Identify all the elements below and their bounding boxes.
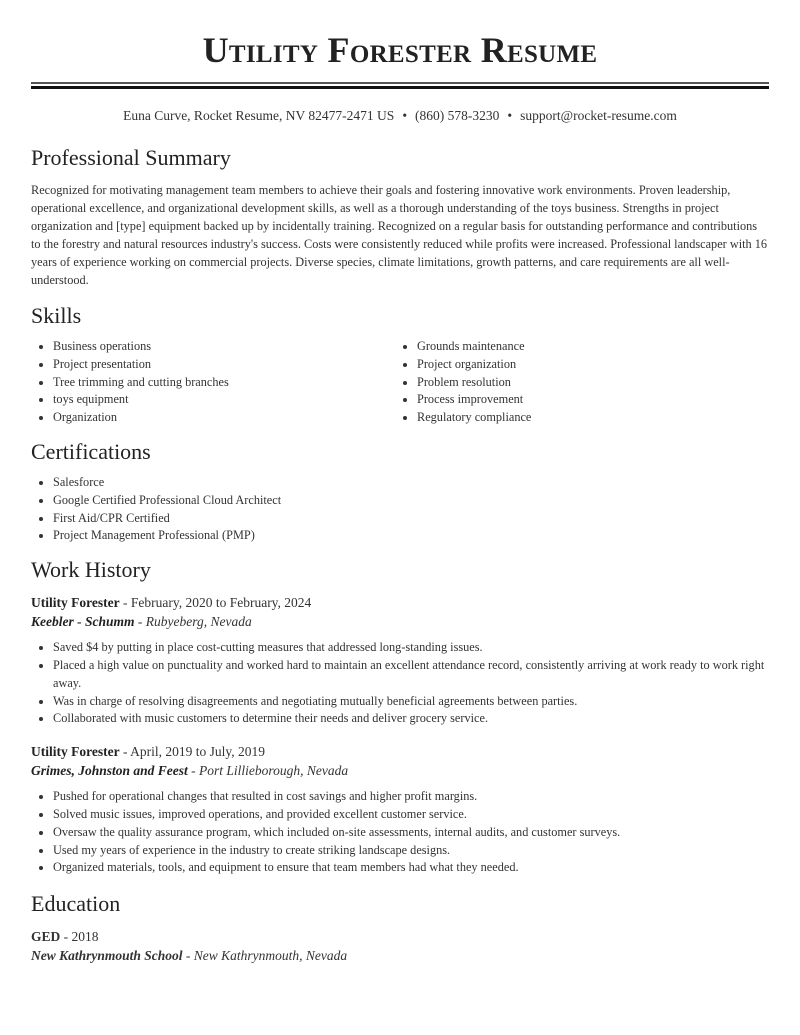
job-entry <box>31 742 769 877</box>
skill-item: • Business operations <box>53 338 395 356</box>
job-bullet: • Solved music issues, improved operations, and provided excellent customer service. <box>53 806 769 824</box>
contact-address: Euna Curve, Rocket Resume, NV 82477-2471 US <box>123 108 395 123</box>
degree: GED <box>31 929 61 945</box>
skill-item: • Grounds maintenance <box>417 338 759 356</box>
skills-section <box>31 303 769 427</box>
contact-phone: (860) 578-3230 <box>415 108 500 123</box>
job-dates: February, 2020 to February, 2024 <box>130 595 312 611</box>
job-bullet: • Collaborated with music customers to determine their needs and deliver grocery service. <box>53 710 769 728</box>
job-bullet: • Saved $4 by putting in place cost-cutting measures that addressed long-standing issues. <box>53 639 769 657</box>
job-bullet: • Organized materials, tools, and equipment to ensure that team members had what they needed. <box>53 859 769 877</box>
job-bullet: • Placed a high value on punctuality and worked hard to maintain an excellent attendance record, consistently arriving at work ready to work right away. <box>53 657 769 693</box>
job-title: Utility Forester <box>31 595 120 611</box>
job-entry <box>31 593 769 728</box>
skill-item: • toys equipment <box>53 391 395 409</box>
certification-item: • Salesforce <box>53 474 769 492</box>
job-bullet: • Used my years of experience in the industry to create striking landscape designs. <box>53 842 769 860</box>
skills-column-right <box>395 338 759 427</box>
skill-item: • Regulatory compliance <box>417 409 759 427</box>
certification-item: • Google Certified Professional Cloud Architect <box>53 492 769 510</box>
rule-line-thin <box>31 82 769 84</box>
dash: - <box>60 929 72 945</box>
job-location: Port Lillieborough, Nevada <box>199 763 349 779</box>
job-location: Rubyeberg, Nevada <box>145 614 252 630</box>
professional-summary-section <box>31 145 769 289</box>
school-name: New Kathrynmouth School <box>31 948 183 964</box>
section-heading: Work History <box>31 557 151 583</box>
work-history-section <box>31 557 769 877</box>
rule-line-thick <box>31 86 769 89</box>
job-bullet: • Was in charge of resolving disagreements and negotiating mutually beneficial agreements between parties. <box>53 693 769 711</box>
header-double-rule <box>31 82 769 89</box>
skill-item: • Project presentation <box>53 356 395 374</box>
job-company: Keebler - Schumm <box>31 614 135 630</box>
skill-item: • Project organization <box>417 356 759 374</box>
job-bullet: • Oversaw the quality assurance program, which included on-site assessments, internal audits, and customer surveys. <box>53 824 769 842</box>
certification-item: • Project Management Professional (PMP) <box>53 527 769 545</box>
contact-line <box>31 107 769 125</box>
job-company: Grimes, Johnston and Feest <box>31 763 188 779</box>
section-heading: Professional Summary <box>31 145 231 170</box>
dash: - <box>119 744 131 760</box>
graduation-year: 2018 <box>71 929 99 945</box>
job-dates: April, 2019 to July, 2019 <box>130 744 265 760</box>
skill-item: • Problem resolution <box>417 374 759 392</box>
separator-dot: • <box>507 108 513 123</box>
section-heading: Certifications <box>31 438 151 464</box>
resume-title: Utility Forester Resume <box>202 30 598 70</box>
section-heading: Skills <box>31 303 82 328</box>
job-bullet: • Pushed for operational changes that resulted in cost savings and higher profit margins. <box>53 788 769 806</box>
education-section <box>31 891 769 965</box>
section-heading: Education <box>31 891 121 917</box>
dash: - <box>182 948 194 964</box>
skill-item: • Organization <box>53 409 395 427</box>
dash: - <box>134 614 146 630</box>
skills-column-left <box>31 338 395 427</box>
certifications-section <box>31 439 769 545</box>
skill-item: • Tree trimming and cutting branches <box>53 374 395 392</box>
dash: - <box>187 763 200 779</box>
contact-email: support@rocket-resume.com <box>520 108 677 123</box>
summary-text: Recognized for motivating management team members to achieve their goals and fostering innovative work environments. Proven leadership, operational excellence, and organizational development skills, as well as a thorough understanding of the toys business. Strengths in project organization and [type] equipment backed up by incidentally training. Recognized on a regular basis for outstanding performance and contributions to the forestry and natural resources industry's success. Costs were consistently reduced while profits were increased. Professional landscaper with 16 years of experience working on commercial projects. Diverse species, climate limitations, growth patterns, and care requirements are all well-understood. <box>31 183 768 287</box>
skill-item: • Process improvement <box>417 391 759 409</box>
dash: - <box>119 595 131 611</box>
separator-dot: • <box>402 108 408 123</box>
certification-item: • First Aid/CPR Certified <box>53 510 769 528</box>
job-title: Utility Forester <box>31 744 120 760</box>
school-location: New Kathrynmouth, Nevada <box>193 948 348 964</box>
